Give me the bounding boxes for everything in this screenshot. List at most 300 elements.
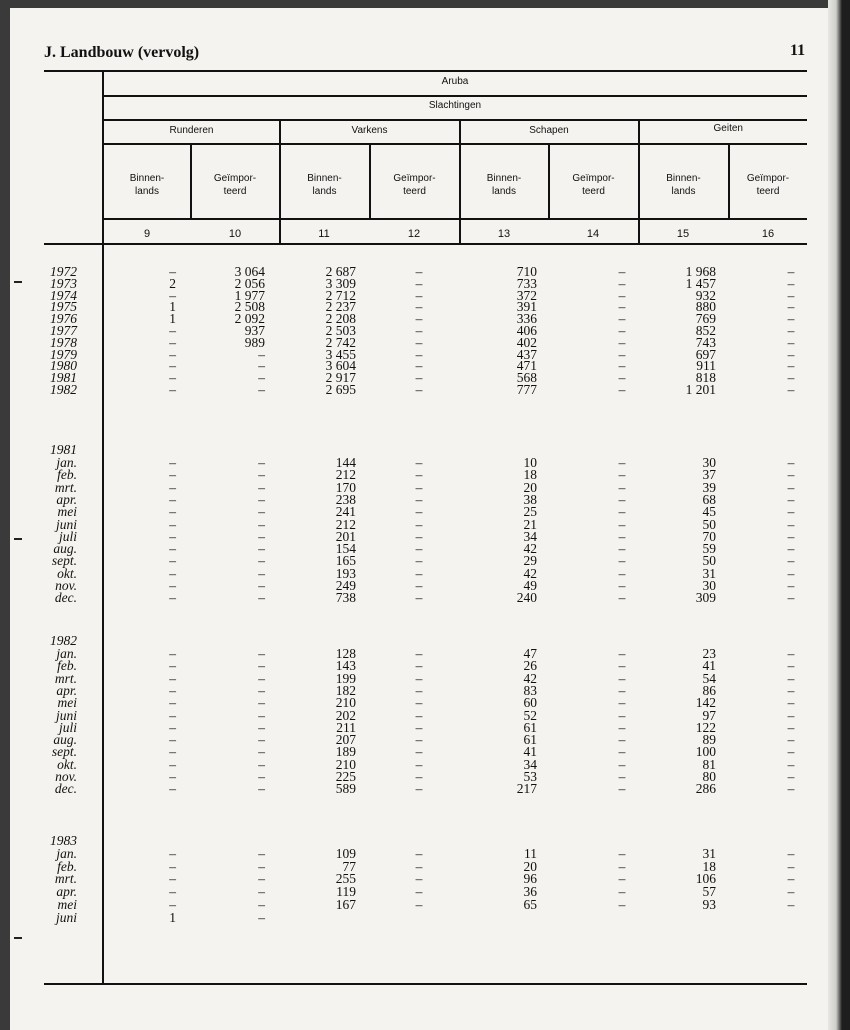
table-cell: –: [415, 479, 423, 495]
table-cell: –: [169, 871, 176, 887]
table-cell: –: [787, 334, 795, 350]
table-cell: –: [169, 553, 176, 569]
table-cell: 170: [335, 479, 356, 495]
column-number: 16: [761, 228, 775, 240]
row-label: jan.: [56, 455, 77, 470]
table-cell: –: [258, 670, 265, 686]
table-cell: –: [618, 479, 626, 495]
table-cell: 733: [516, 275, 537, 291]
row-label: 1978: [50, 334, 77, 350]
section-heading: 1983: [50, 833, 77, 848]
sub-heading: Geïmpor- teerd: [746, 173, 790, 197]
table-cell: –: [787, 756, 795, 772]
row-label: jan.: [56, 846, 77, 861]
table-cell: –: [258, 565, 265, 581]
table-cell: 81: [702, 756, 716, 772]
table-cell: –: [415, 658, 423, 674]
table-cell: –: [618, 658, 626, 674]
table-cell: 1 968: [685, 264, 716, 279]
row-label: nov.: [55, 769, 77, 784]
table-cell: –: [258, 658, 265, 674]
table-cell: 568: [516, 370, 537, 386]
table-cell: –: [618, 264, 626, 279]
table-cell: 61: [523, 732, 537, 748]
table-cell: –: [169, 287, 176, 303]
table-cell: –: [787, 578, 795, 593]
table-cell: –: [787, 479, 795, 495]
table-cell: –: [787, 670, 795, 686]
table-cell: –: [415, 455, 423, 470]
table-cell: 710: [516, 264, 537, 279]
table-cell: 128: [335, 646, 356, 661]
table-cell: 61: [523, 719, 537, 735]
table-cell: –: [415, 695, 423, 711]
table-cell: 193: [335, 565, 356, 581]
table-cell: 2 917: [325, 370, 356, 386]
table-cell: –: [258, 491, 265, 507]
table-cell: –: [169, 541, 176, 557]
table-cell: –: [618, 346, 626, 362]
table-cell: 25: [523, 504, 537, 520]
table-cell: 697: [695, 346, 716, 362]
table-cell: –: [618, 578, 626, 593]
table-cell: 818: [695, 370, 716, 386]
table-cell: 199: [335, 670, 356, 686]
table-cell: 143: [335, 658, 356, 674]
table-cell: 11: [524, 846, 537, 861]
table-cell: –: [618, 732, 626, 748]
table-cell: 372: [516, 287, 537, 303]
table-cell: 86: [702, 682, 716, 698]
table-cell: 255: [335, 871, 356, 887]
table-cell: –: [415, 670, 423, 686]
row-label: dec.: [54, 590, 77, 606]
table-cell: –: [415, 382, 423, 397]
table-cell: 42: [523, 541, 537, 557]
table-cell: –: [169, 781, 176, 797]
table-cell: 93: [702, 896, 716, 912]
table-cell: 70: [702, 528, 716, 544]
table-cell: –: [787, 744, 795, 760]
sub-heading: Binnen- lands: [666, 173, 701, 197]
table-cell: –: [618, 275, 626, 291]
table-cell: 2 503: [325, 323, 356, 338]
table-cell: 743: [695, 334, 716, 350]
table-cell: 1: [169, 299, 176, 315]
table-cell: –: [169, 264, 176, 279]
table-cell: –: [787, 871, 795, 887]
row-label: mrt.: [54, 871, 77, 887]
category-heading: Geiten: [713, 123, 743, 134]
page-title: J. Landbouw (vervolg): [44, 44, 200, 61]
table-cell: 589: [335, 781, 356, 797]
table-cell: –: [169, 528, 176, 544]
table-cell: –: [618, 858, 626, 874]
column-number: 9: [143, 228, 151, 240]
table-cell: –: [169, 756, 176, 772]
table-cell: –: [169, 769, 176, 784]
table-cell: 217: [516, 781, 537, 797]
row-label: mei: [57, 695, 77, 711]
table-cell: 154: [335, 541, 356, 557]
row-label: mrt.: [54, 479, 77, 495]
row-label: aug.: [53, 541, 77, 557]
table-cell: –: [258, 695, 265, 711]
table-cell: –: [787, 504, 795, 520]
table-cell: –: [415, 299, 423, 315]
table-cell: 54: [702, 670, 716, 686]
table-cell: –: [169, 323, 176, 338]
row-label: juli: [58, 719, 77, 735]
table-cell: 852: [695, 323, 716, 338]
table-cell: –: [169, 455, 176, 470]
table-cell: –: [415, 781, 423, 797]
table-cell: –: [169, 370, 176, 386]
table-cell: –: [415, 565, 423, 581]
row-label: feb.: [57, 858, 77, 874]
table-cell: –: [258, 858, 265, 874]
table-cell: –: [169, 358, 176, 374]
table-cell: –: [618, 846, 626, 861]
table-cell: –: [618, 323, 626, 338]
row-label: sept.: [51, 553, 77, 569]
table-cell: –: [415, 287, 423, 303]
table-cell: –: [787, 769, 795, 784]
table-cell: 77: [342, 858, 356, 874]
row-label: nov.: [55, 578, 77, 593]
table-cell: –: [787, 370, 795, 386]
category-heading: Runderen: [169, 125, 214, 136]
table-cell: –: [787, 858, 795, 874]
table-cell: 3 604: [325, 358, 356, 374]
table-cell: 880: [695, 299, 716, 315]
table-cell: –: [618, 884, 626, 900]
table-cell: –: [415, 719, 423, 735]
table-cell: 2 695: [325, 382, 356, 397]
column-number: 13: [497, 228, 511, 240]
table-cell: –: [618, 896, 626, 912]
table-cell: 122: [695, 719, 716, 735]
table-cell: –: [258, 467, 265, 483]
table-cell: –: [258, 528, 265, 544]
table-cell: 989: [244, 334, 265, 350]
table-cell: –: [618, 590, 626, 606]
table-cell: –: [618, 769, 626, 784]
binding-mark: [14, 937, 22, 939]
row-label: mrt.: [54, 670, 77, 686]
section-heading: 1982: [50, 633, 77, 648]
table-cell: 240: [516, 590, 537, 606]
table-cell: –: [415, 541, 423, 557]
table-cell: 2 208: [325, 311, 356, 327]
row-label: juni: [55, 909, 77, 925]
table-cell: –: [787, 846, 795, 861]
table-cell: –: [415, 846, 423, 861]
table-cell: 34: [523, 528, 537, 544]
column-number: 14: [586, 228, 600, 240]
table-cell: –: [415, 884, 423, 900]
table-cell: –: [618, 382, 626, 397]
row-label: apr.: [56, 682, 77, 698]
table-cell: 241: [335, 504, 356, 520]
table-cell: 212: [335, 516, 356, 532]
table-cell: 36: [523, 884, 537, 900]
table-cell: 932: [695, 287, 716, 303]
table-cell: –: [169, 516, 176, 532]
table-cell: –: [415, 756, 423, 772]
row-label: mei: [57, 896, 77, 912]
table-cell: –: [258, 646, 265, 661]
table-cell: 437: [516, 346, 537, 362]
table-cell: 2 056: [234, 275, 265, 291]
sub-heading: Binnen- lands: [486, 173, 522, 197]
table-cell: –: [415, 491, 423, 507]
page-edge-shadow: [828, 0, 850, 1030]
table-cell: –: [787, 516, 795, 532]
table-cell: 777: [516, 382, 537, 397]
table-cell: –: [787, 553, 795, 569]
table-cell: 49: [523, 578, 537, 593]
table-cell: –: [787, 896, 795, 912]
sub-heading: Geïmpor- teerd: [393, 173, 436, 197]
page-number: 11: [790, 42, 806, 59]
row-label: 1976: [50, 311, 77, 327]
table-cell: 202: [335, 707, 356, 723]
table-cell: –: [618, 516, 626, 532]
row-label: juni: [55, 516, 77, 532]
table-cell: 26: [523, 658, 537, 674]
table-cell: –: [415, 590, 423, 606]
table-cell: –: [618, 695, 626, 711]
table-cell: –: [258, 682, 265, 698]
table-cell: –: [169, 858, 176, 874]
table-cell: –: [258, 884, 265, 900]
table-cell: 212: [335, 467, 356, 483]
table-cell: –: [618, 670, 626, 686]
table-cell: –: [258, 553, 265, 569]
table-cell: 210: [335, 756, 356, 772]
table-cell: 201: [335, 528, 356, 544]
table-cell: –: [415, 467, 423, 483]
table-cell: 68: [702, 491, 716, 507]
table-cell: –: [415, 553, 423, 569]
table-cell: 96: [523, 871, 537, 887]
table-cell: –: [258, 590, 265, 606]
sub-heading: Binnen- lands: [307, 173, 342, 197]
table-cell: –: [787, 646, 795, 661]
table-cell: 31: [702, 565, 716, 581]
table-cell: –: [169, 578, 176, 593]
table-cell: 238: [335, 491, 356, 507]
table-cell: –: [169, 467, 176, 483]
table-cell: 97: [702, 707, 716, 723]
table-cell: 39: [702, 479, 716, 495]
table-cell: –: [787, 358, 795, 374]
row-label: mei: [57, 504, 77, 520]
table-cell: –: [787, 565, 795, 581]
table-cell: 65: [523, 896, 537, 912]
table-cell: 3 064: [234, 264, 265, 279]
table-cell: –: [618, 781, 626, 797]
table-cell: –: [415, 682, 423, 698]
table-cell: 3 309: [325, 275, 356, 291]
row-label: apr.: [56, 491, 77, 507]
table-cell: –: [258, 479, 265, 495]
sub-heading: Geïmpor- teerd: [213, 173, 257, 197]
table-cell: –: [169, 695, 176, 711]
table-cell: 60: [523, 695, 537, 711]
table-cell: –: [787, 264, 795, 279]
table-cell: 59: [702, 541, 716, 557]
table-cell: –: [415, 311, 423, 327]
table-cell: –: [787, 781, 795, 797]
table-cell: 225: [335, 769, 356, 784]
table-cell: –: [787, 491, 795, 507]
table-cell: –: [618, 565, 626, 581]
table-cell: –: [415, 769, 423, 784]
table-cell: –: [169, 670, 176, 686]
row-label: jan.: [56, 646, 77, 661]
table-cell: –: [415, 744, 423, 760]
row-label: aug.: [53, 732, 77, 748]
table-cell: –: [618, 744, 626, 760]
table-cell: 47: [523, 646, 537, 661]
table-cell: 18: [523, 467, 537, 483]
sub-heading: Binnen- lands: [129, 173, 165, 197]
table-cell: –: [787, 541, 795, 557]
table-cell: 1 201: [685, 382, 716, 397]
table-cell: –: [415, 528, 423, 544]
table-cell: –: [787, 719, 795, 735]
table-cell: –: [169, 565, 176, 581]
table-cell: 18: [702, 858, 716, 874]
table-cell: –: [258, 909, 265, 925]
table-cell: 34: [523, 756, 537, 772]
table-cell: –: [169, 382, 176, 397]
table-cell: 471: [516, 358, 537, 374]
table-cell: 402: [516, 334, 537, 350]
table-cell: 167: [335, 896, 356, 912]
table-cell: –: [787, 707, 795, 723]
table-cell: –: [618, 504, 626, 520]
table-cell: –: [787, 287, 795, 303]
table-cell: –: [169, 334, 176, 350]
table-cell: 45: [702, 504, 716, 520]
table-cell: –: [618, 756, 626, 772]
table-cell: –: [415, 370, 423, 386]
table-cell: –: [787, 695, 795, 711]
table-cell: 165: [335, 553, 356, 569]
table-cell: –: [618, 311, 626, 327]
table-cell: 1: [169, 311, 176, 327]
table-cell: –: [618, 553, 626, 569]
section-heading: 1981: [50, 442, 77, 457]
table-cell: –: [787, 455, 795, 470]
table-cell: –: [618, 719, 626, 735]
table-cell: –: [415, 578, 423, 593]
table-cell: –: [169, 744, 176, 760]
table-cell: –: [169, 719, 176, 735]
table-cell: 42: [523, 565, 537, 581]
table-cell: –: [258, 707, 265, 723]
table-cell: 119: [336, 884, 356, 900]
table-cell: 30: [702, 578, 716, 593]
table-cell: –: [415, 516, 423, 532]
row-label: sept.: [51, 744, 77, 760]
table-cell: 20: [523, 479, 537, 495]
row-label: 1982: [50, 382, 77, 397]
table-cell: 3 455: [325, 346, 356, 362]
table-cell: –: [787, 382, 795, 397]
table-cell: –: [415, 323, 423, 338]
table-cell: 83: [523, 682, 537, 698]
table-cell: –: [618, 370, 626, 386]
table-cell: –: [169, 346, 176, 362]
table-cell: 20: [523, 858, 537, 874]
table-cell: –: [258, 382, 265, 397]
table-cell: –: [415, 334, 423, 350]
table-cell: –: [787, 590, 795, 606]
table-cell: –: [169, 682, 176, 698]
table-cell: 41: [523, 744, 537, 760]
table-cell: –: [618, 707, 626, 723]
table-cell: 2 508: [234, 299, 265, 315]
table-cell: –: [415, 707, 423, 723]
table-cell: –: [787, 682, 795, 698]
table-cell: 1 457: [685, 275, 716, 291]
table-cell: –: [258, 719, 265, 735]
table-cell: –: [169, 846, 176, 861]
table-cell: –: [415, 871, 423, 887]
table-cell: –: [415, 358, 423, 374]
table-cell: –: [258, 358, 265, 374]
table-cell: –: [258, 756, 265, 772]
table-cell: 207: [335, 732, 356, 748]
table-cell: 211: [336, 719, 356, 735]
table-cell: 57: [702, 884, 716, 900]
table-cell: –: [258, 781, 265, 797]
table-cell: 1 977: [234, 287, 265, 303]
table-cell: 210: [335, 695, 356, 711]
table-cell: 23: [702, 646, 716, 661]
table-cell: –: [169, 504, 176, 520]
table-cell: 30: [702, 455, 716, 470]
row-label: okt.: [57, 756, 77, 772]
row-label: juli: [58, 528, 77, 544]
table-cell: 391: [516, 299, 537, 315]
table-cell: 182: [335, 682, 356, 698]
table-cell: 37: [702, 467, 716, 483]
table-cell: –: [169, 707, 176, 723]
table-cell: 42: [523, 670, 537, 686]
table-cell: –: [618, 455, 626, 470]
table-cell: –: [415, 346, 423, 362]
table-cell: –: [787, 311, 795, 327]
row-label: juni: [55, 707, 77, 723]
table-cell: –: [169, 491, 176, 507]
table-cell: –: [169, 732, 176, 748]
table-cell: 31: [702, 846, 716, 861]
table-cell: –: [787, 658, 795, 674]
row-label: 1973: [50, 275, 77, 291]
table-cell: 21: [523, 516, 537, 532]
table-cell: –: [258, 732, 265, 748]
table-cell: 53: [523, 769, 537, 784]
group-heading: Slachtingen: [428, 100, 482, 111]
table-cell: –: [258, 578, 265, 593]
table-cell: –: [618, 358, 626, 374]
row-label: feb.: [57, 658, 77, 674]
